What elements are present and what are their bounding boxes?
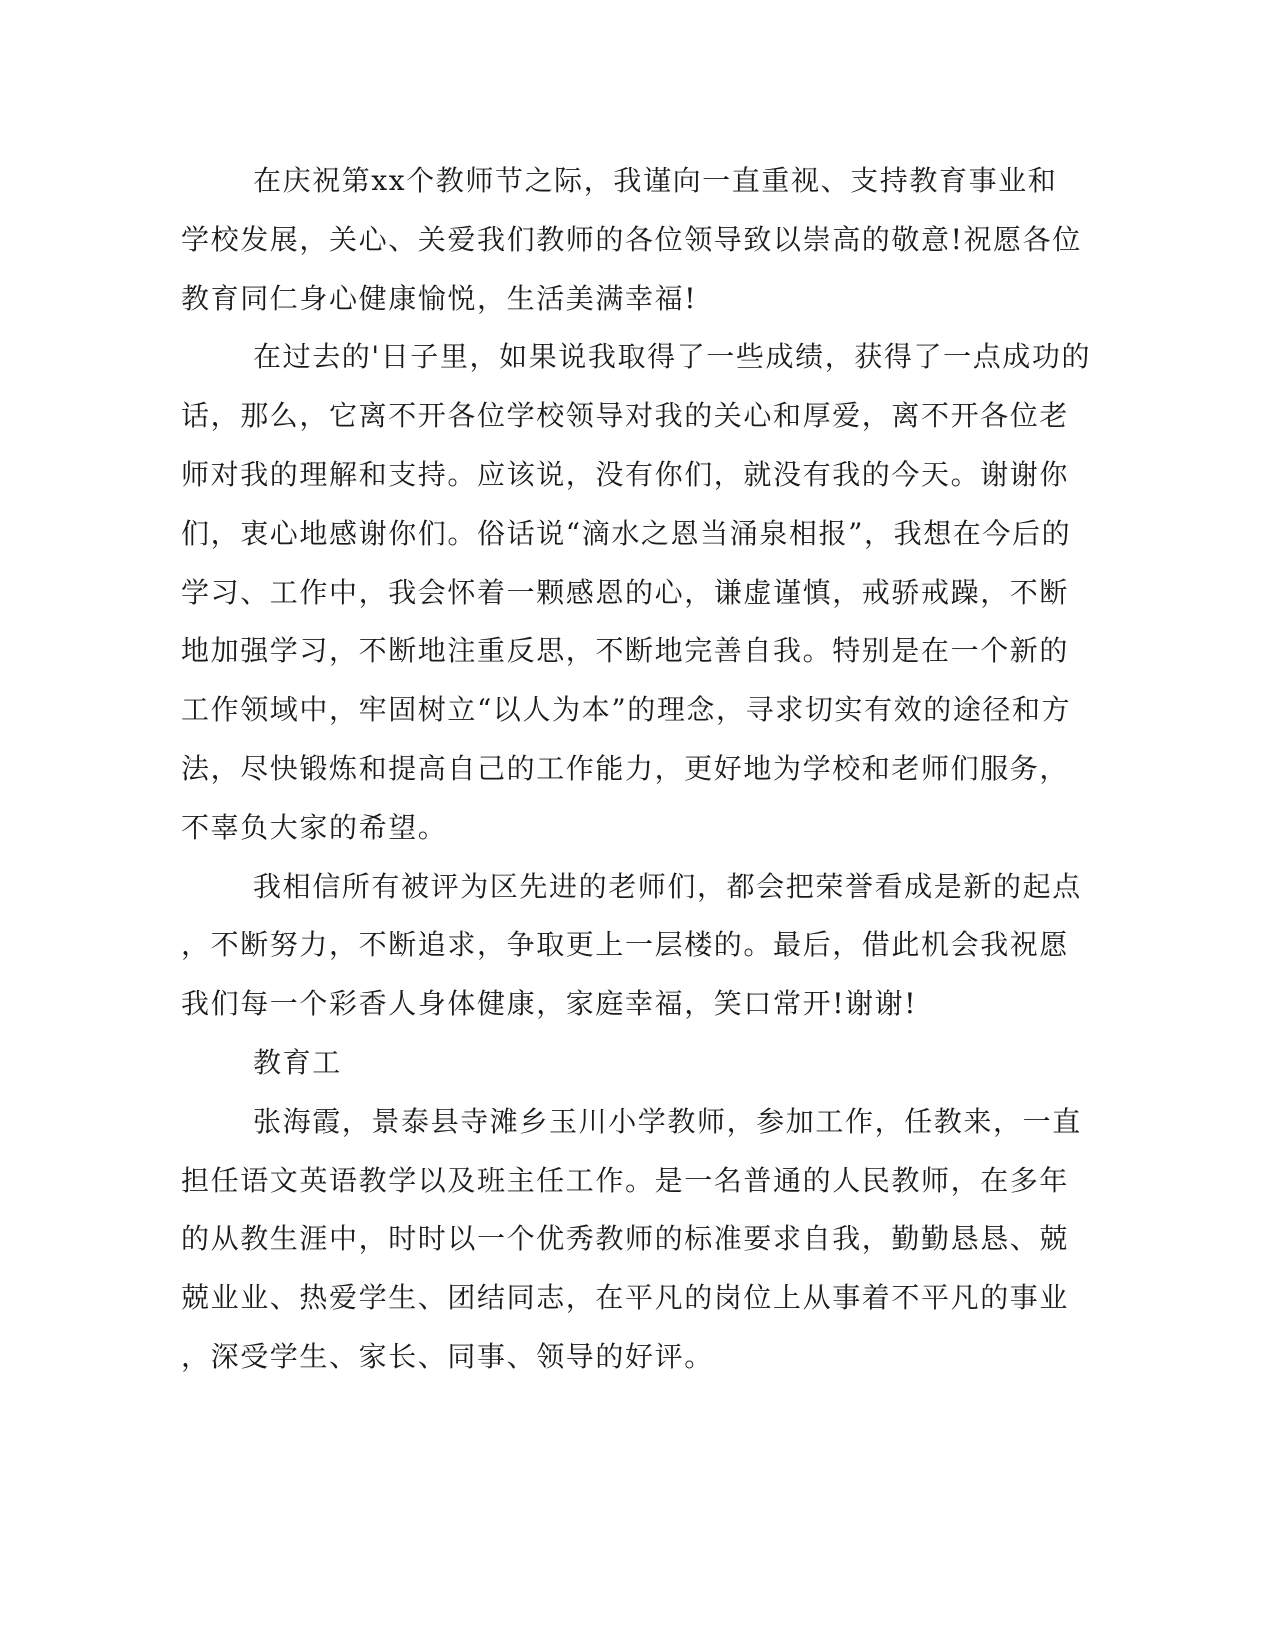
text-line: 学校发展，关心、关爱我们教师的各位领导致以崇高的敬意!祝愿各位 bbox=[181, 222, 1082, 256]
text-line: 话，那么，它离不开各位学校领导对我的关心和厚爱，离不开各位老 bbox=[181, 399, 1070, 433]
text-line: 我们每一个彩香人身体健康，家庭幸福，笑口常开!谢谢! bbox=[181, 987, 918, 1021]
text-line: 地加强学习，不断地注重反思，不断地完善自我。特别是在一个新的 bbox=[181, 634, 1070, 668]
document-body bbox=[181, 152, 1092, 1387]
paragraph-4 bbox=[181, 1034, 1031, 1093]
text-line: 我相信所有被评为区先进的老师们，都会把荣誉看成是新的起点 bbox=[253, 869, 1082, 903]
text-line: 张海霞，景泰县寺滩乡玉川小学教师，参加工作，任教来，一直 bbox=[253, 1104, 1082, 1138]
text-line: ，不断努力，不断追求，争取更上一层楼的。最后，借此机会我祝愿 bbox=[181, 928, 1070, 962]
text-line: 工作领域中，牢固树立“以人为本”的理念，寻求切实有效的途径和方 bbox=[181, 693, 1072, 727]
text-line: 兢业业、热爱学生、团结同志，在平凡的岗位上从事着不平凡的事业 bbox=[181, 1281, 1070, 1315]
text-line: 在过去的'日子里，如果说我取得了一些成绩，获得了一点成功的 bbox=[253, 340, 1092, 374]
text-line: 教育工 bbox=[253, 1045, 342, 1079]
text-line: ，深受学生、家长、同事、领导的好评。 bbox=[181, 1339, 714, 1373]
text-line: 不辜负大家的希望。 bbox=[181, 810, 448, 844]
text-line: 法，尽快锻炼和提高自己的工作能力，更好地为学校和老师们服务， bbox=[181, 751, 1070, 785]
paragraph-3 bbox=[181, 858, 1082, 1034]
text-line: 的从教生涯中，时时以一个优秀教师的标准要求自我，勤勤恳恳、兢 bbox=[181, 1222, 1070, 1256]
text-line: 教育同仁身心健康愉悦，生活美满幸福! bbox=[181, 281, 698, 315]
text-line: 们，衷心地感谢你们。俗话说“滴水之恩当涌泉相报”，我想在今后的 bbox=[181, 516, 1072, 550]
text-line: 师对我的理解和支持。应该说，没有你们，就没有我的今天。谢谢你 bbox=[181, 457, 1070, 491]
text-line: 学习、工作中，我会怀着一颗感恩的心，谦虚谨慎，戒骄戒躁，不断 bbox=[181, 575, 1070, 609]
text-line: 担任语文英语教学以及班主任工作。是一名普通的人民教师，在多年 bbox=[181, 1163, 1070, 1197]
paragraph-5 bbox=[181, 1093, 1082, 1387]
text-line: 在庆祝第xx个教师节之际，我谨向一直重视、支持教育事业和 bbox=[253, 164, 1058, 197]
paragraph-2 bbox=[181, 328, 1092, 857]
paragraph-1 bbox=[181, 152, 1082, 328]
